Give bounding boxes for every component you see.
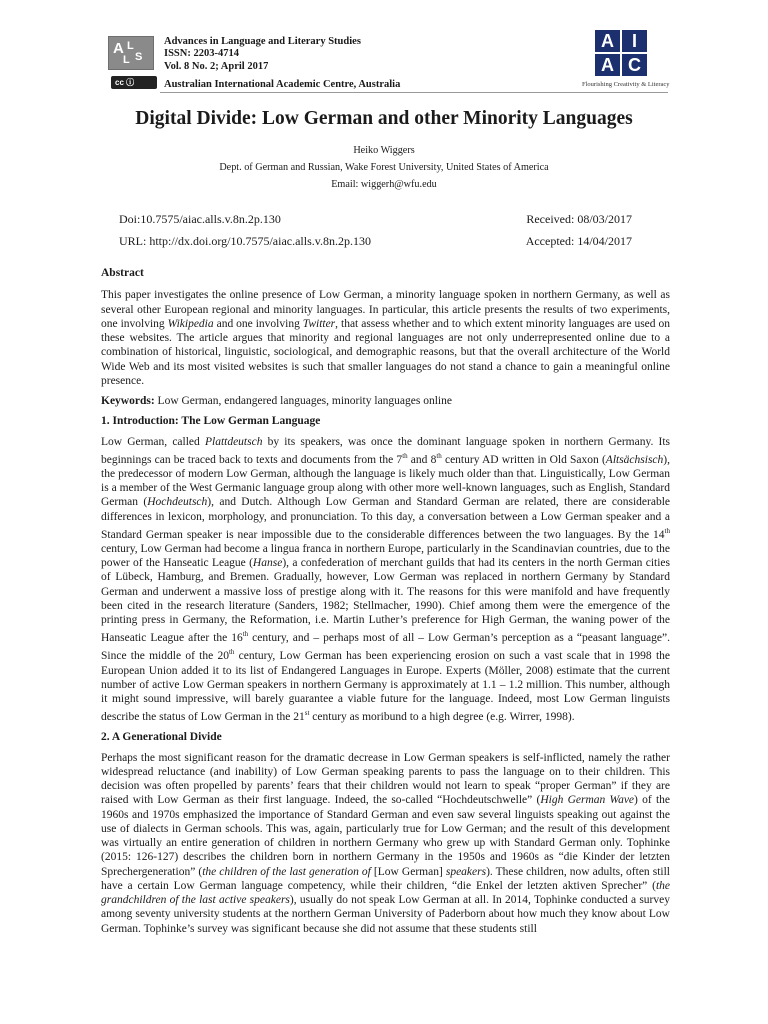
generational-divide-heading: 2. A Generational Divide — [101, 731, 222, 744]
aiac-letter: A — [595, 30, 620, 52]
received-date: Received: 08/03/2017 — [526, 212, 632, 226]
accepted-date: Accepted: 14/04/2017 — [525, 234, 632, 248]
intro-heading: 1. Introduction: The Low German Language — [101, 415, 321, 428]
doi: Doi:10.7575/aiac.alls.v.8n.2p.130 — [119, 212, 281, 226]
publisher-name: Australian International Academic Centre, Australia — [164, 79, 401, 90]
journal-volume: Vol. 8 No. 2; April 2017 — [164, 60, 269, 72]
author-email: Email: wiggerh@wfu.edu — [331, 179, 437, 190]
creative-commons-icon: cc ⓘ — [111, 76, 157, 89]
keywords — [101, 394, 670, 408]
author-name: Heiko Wiggers — [353, 145, 415, 156]
alls-logo: A L S L — [108, 36, 154, 70]
keywords-text: Low German, endangered languages, minority languages online — [154, 395, 452, 407]
journal-issn: ISSN: 2203-4714 — [164, 48, 239, 60]
generational-divide-paragraph: Perhaps the most significant reason for the dramatic decrease in Low German speakers is self-inflicted, namely the rather widespread reluctance (and inability) of Low German speaking parents to pass the language on to their children. This decision was often propelled by parents’ fears that their children would not learn to speak “proper German” if they are raised with Low German as their first language. Indeed, the so-called “Hochdeutschwelle” (High German Wave) of the 1960s and 1970s emphasized the importance of Standard German and even saw several linguists speaking out against the use of dialects in German schools. This was, again, particularly true for Low German; and the result of this development was virtually an entire generation of children in northern Germany who grew up with Standard German only. Tophinke (2015: 126-127) describes the children born in northern Germany in the 1950s and 1960s as “die Kinder der letzten Sprechergeneration” (the children of the last generation of [Low German] speakers). These children, now adults, often still have a certain Low German language competency, while their children, “die Enkel der letzten aktiven Sprecher” (the grandchildren of the last active speakers), usually do not speak Low German at all. In 2014, Tophinke conducted a survey among seventy university students at the northern German University of Paderborn about how much they know about Low German. Tophinke’s survey was significant because she did not assume that these students still — [101, 751, 670, 935]
article-url: URL: http://dx.doi.org/10.7575/aiac.alls.v.8n.2p.130 — [119, 234, 371, 248]
aiac-letter: I — [622, 30, 647, 52]
journal-name: Advances in Language and Literary Studies — [164, 36, 361, 47]
author-affiliation: Dept. of German and Russian, Wake Forest University, United States of America — [219, 162, 549, 173]
abstract-paragraph: This paper investigates the online presence of Low German, a minority language spoken in northern Germany, as well as several other European regional and minority languages. In particular, this article presents the results of two experiments, one involving Wikipedia and one involving Twitter, that assess whether and to which extent minority languages are used on these websites. The article argues that minority and regional languages are not only underrepresented online due to a combination of historical, linguistic, sociological, and demographic reasons, but that the overall architecture of the World Wide Web and its most visited websites is such that smaller languages do not stand a chance to gain a meaningful online presence. — [101, 289, 670, 387]
abstract-heading: Abstract — [101, 267, 144, 279]
aiac-logo — [595, 30, 647, 76]
header-divider — [160, 92, 668, 93]
intro-paragraph: Low German, called Plattdeutsch by its speakers, was once the dominant language spoken in northern Germany. Its beginnings can be traced back to texts and documents from the 7th and 8th century AD written in Old Saxon (Altsächsisch), the predecessor of modern Low German, although the language is likely much older than that. Linguistically, Low German is a member of the West Germanic language group along with other more well-known languages, such as English, Standard German (Hochdeutsch), and Dutch. Although Low German and Standard German are related, there are considerable differences in lexicon, morphology, and pronunciation. To this day, a conversation between a Low German speaker and a Standard German speaker is near impossible due to the considerable differences between the two languages. By the 14th century, Low German had become a lingua franca in northern Europe, particularly in the Scandinavian countries, due to the power of the Hanseatic League (Hanse), a confederation of merchant guilds that had its centers in the north German cities of Lübeck, Hamburg, and Bremen. Gradually, however, Low German was replaced in northern Germany by Standard German and underwent a massive loss of prestige along with it. The reasons for this were manifold and have frequently been cited in the research literature (Sanders, 1982; Stellmacher, 1990). Chief among them were the emergence of the printing press in Germany, the Reformation, i.e. Martin Luther’s preference for High German, the waning power of the Hanseatic League after the 16th century, and – perhaps most of all – Low German’s perception as a “peasant language”. Since the middle of the 20th century, Low German has been experiencing erosion on such a vast scale that in 1998 the European Union added it to its list of Endangered Languages in Europe. Experts (Möller, 2008) estimate that the current number of active Low German speakers in northern Germany is approximately at 1.1 – 1.2 million. This number, although it might sound impressive, will barely guarantee a viable future for the language. Indeed, most Low German linguists describe the status of Low German in the 21st century as moribund to a high degree (e.g. Wirrer, 1998). — [101, 435, 671, 724]
aiac-letter: C — [622, 54, 647, 76]
keywords-label: Keywords: — [101, 395, 155, 407]
aiac-tagline: Flourishing Creativity & Literacy — [582, 81, 670, 88]
article-title: Digital Divide: Low German and other Minority Languages — [135, 108, 633, 129]
journal-info — [164, 36, 361, 73]
article-body — [101, 266, 670, 936]
aiac-letter: A — [595, 54, 620, 76]
